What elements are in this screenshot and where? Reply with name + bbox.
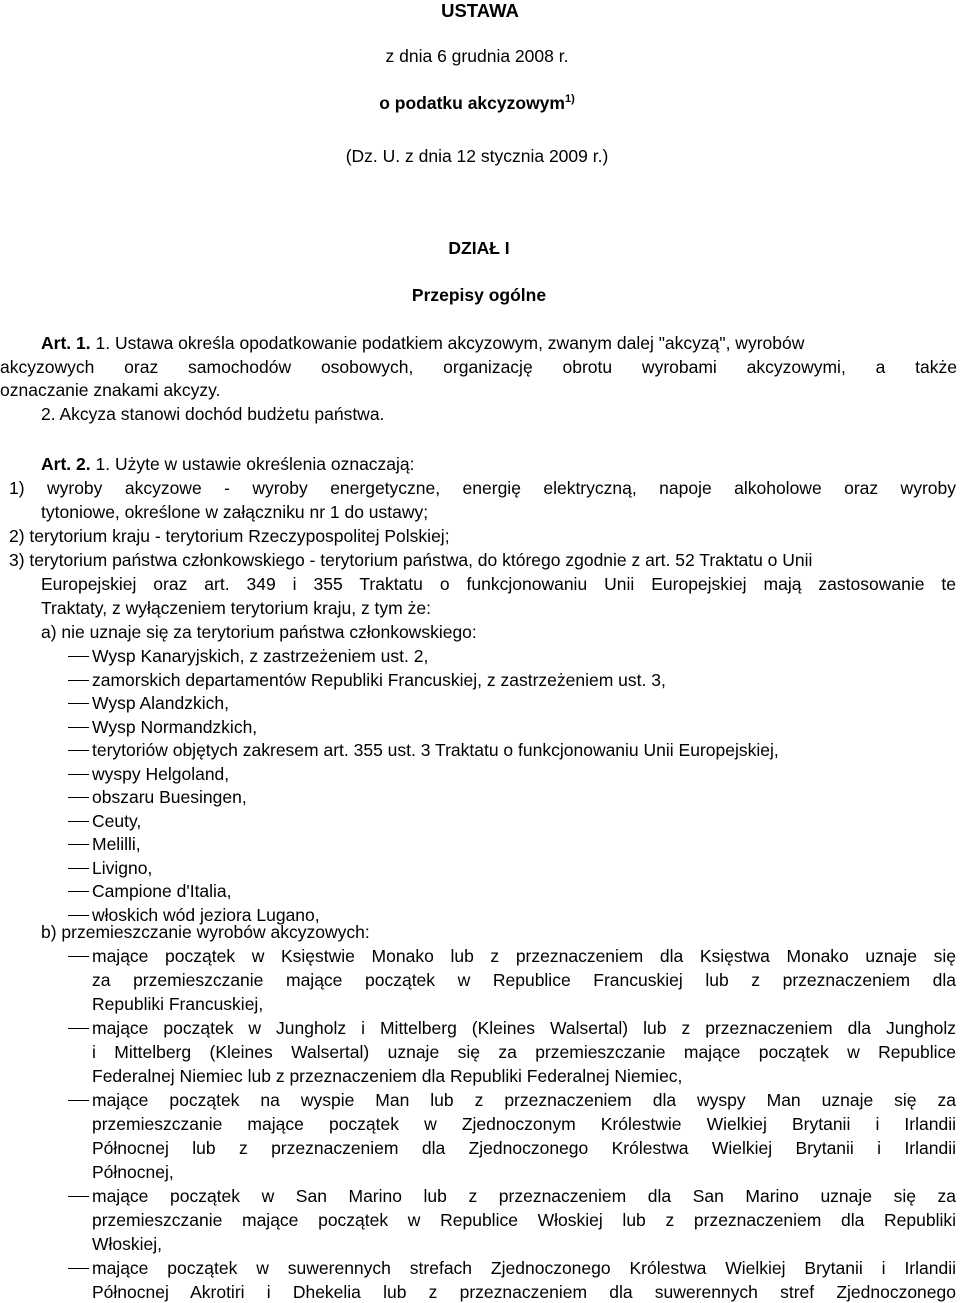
art1-para2: 2. Akcyza stanowi dochód budżetu państwa. (41, 404, 385, 424)
territory-list-item: Wysp Normandzkich, (92, 717, 258, 737)
list-dash (68, 956, 89, 957)
footnote-marker: 1) (564, 93, 575, 105)
list-dash (68, 915, 89, 916)
division-heading: DZIAŁ I (448, 238, 510, 258)
list-dash (68, 680, 89, 681)
sublist-b-line: mające początek w suwerennych strefach Zjednoczonego Królestwa Wielkiej Brytanii i Irlandii (92, 1258, 956, 1278)
sublist-b-line: za przemieszczanie mające początek w Republice Francuskiej lub z przeznaczeniem dla (92, 970, 956, 990)
sublist-b-line: Republiki Francuskiej, (92, 994, 264, 1014)
territory-list-item: zamorskich departamentów Republiki Francuskiej, z zastrzeżeniem ust. 3, (92, 670, 666, 690)
list-dash (68, 656, 89, 657)
list-dash (68, 703, 89, 704)
sublist-b-line: i Mittelberg (Kleines Walsertal) uznaje się za przemieszczanie mające początek w Republice (92, 1042, 956, 1062)
sublist-a-heading: a) nie uznaje się za terytorium państwa członkowskiego: (41, 622, 477, 642)
list-dash (68, 1196, 89, 1197)
list-dash (68, 844, 89, 845)
sublist-b-line: Północnej lub z przeznaczeniem dla Zjednoczonego Królestwa Wielkiej Brytanii i Irlandii (92, 1138, 956, 1158)
sublist-b-heading: b) przemieszczanie wyrobów akcyzowych: (41, 922, 370, 942)
list-dash (68, 1100, 89, 1101)
list-dash (68, 1268, 89, 1269)
territory-list-item: Melilli, (92, 834, 141, 854)
sublist-b-line: przemieszczanie mające początek w Zjednoczonym Królestwie Wielkiej Brytanii i Irlandii (92, 1114, 956, 1134)
list-dash (68, 891, 89, 892)
art1-para1-number: 1. (95, 333, 111, 353)
territory-list-item: Wysp Alandzkich, (92, 693, 229, 713)
art2-item2: 2) terytorium kraju - terytorium Rzeczypospolitej Polskiej; (9, 526, 450, 546)
art2-item1-line: 1) wyroby akcyzowe - wyroby energetyczne, energię elektryczną, napoje alkoholowe oraz wyroby (9, 478, 956, 498)
art2-intro: 1. Użyte w ustawie określenia oznaczają: (95, 454, 415, 474)
art2-item3-line: Europejskiej oraz art. 349 i 355 Traktatu o funkcjonowaniu Unii Europejskiej mają zastosowanie te (41, 574, 956, 594)
list-dash (68, 797, 89, 798)
territory-list-item: Wysp Kanaryjskich, z zastrzeżeniem ust. 2, (92, 646, 429, 666)
sublist-b-line: Północnej, (92, 1162, 174, 1182)
art2-first-line (41, 454, 415, 475)
sublist-b-line: mające początek na wyspie Man lub z przeznaczeniem dla wyspy Man uznaje się za (92, 1090, 956, 1110)
list-dash (68, 1028, 89, 1029)
publication-reference: (Dz. U. z dnia 12 stycznia 2009 r.) (345, 146, 609, 166)
act-type-heading: USTAWA (441, 0, 519, 21)
list-dash (68, 821, 89, 822)
act-title (0, 93, 957, 114)
art1-para1-start: Ustawa określa opodatkowanie podatkiem akcyzowym, zwanym dalej "akcyzą", wyrobów (114, 333, 805, 353)
art1-label: Art. 1. (41, 333, 91, 353)
division-title: Przepisy ogólne (411, 285, 547, 305)
sublist-b-line: mające początek w San Marino lub z przeznaczeniem dla San Marino uznaje się za (92, 1186, 956, 1206)
territory-list-item: włoskich wód jeziora Lugano, (92, 905, 320, 925)
sublist-b-line: mające początek w Księstwie Monako lub z przeznaczeniem dla Księstwa Monako uznaje się (92, 946, 956, 966)
art2-item1-line: tytoniowe, określone w załączniku nr 1 do ustawy; (41, 502, 429, 522)
sublist-b-line: Włoskiej, (92, 1234, 163, 1254)
sublist-b-line: Federalnej Niemiec lub z przeznaczeniem dla Republiki Federalnej Niemiec, (92, 1066, 683, 1086)
list-dash (68, 750, 89, 751)
list-dash (68, 774, 89, 775)
list-dash (68, 727, 89, 728)
art1-first-line (41, 333, 804, 354)
sublist-b-line: mające początek w Jungholz i Mittelberg (Kleines Walsertal) lub z przeznaczeniem dla Jungholz (92, 1018, 956, 1038)
act-title-text: o podatku akcyzowym (379, 93, 565, 113)
list-dash (68, 868, 89, 869)
art1-line: oznaczanie znakami akcyzy. (0, 380, 221, 400)
sublist-b-line: Północnej Akrotiri i Dhekelia lub z przeznaczeniem dla suwerennych stref Zjednoczonego (92, 1282, 956, 1302)
art2-item3-line: Traktaty, z wyłączeniem terytorium kraju, z tym że: (41, 598, 431, 618)
art1-line: akcyzowych oraz samochodów osobowych, organizację obrotu wyrobami akcyzowymi, a także (0, 357, 957, 377)
act-date: z dnia 6 grudnia 2008 r. (385, 46, 569, 66)
territory-list-item: terytoriów objętych zakresem art. 355 ust. 3 Traktatu o funkcjonowaniu Unii Europejskiej, (92, 740, 779, 760)
territory-list-item: Campione d'Italia, (92, 881, 232, 901)
territory-list-item: Livigno, (92, 858, 153, 878)
art2-label: Art. 2. (41, 454, 91, 474)
sublist-b-line: przemieszczanie mające początek w Republice Włoskiej lub z przeznaczeniem dla Republiki (92, 1210, 956, 1230)
territory-list-item: Ceuty, (92, 811, 142, 831)
territory-list-item: obszaru Buesingen, (92, 787, 247, 807)
art2-item3-line: 3) terytorium państwa członkowskiego - terytorium państwa, do którego zgodnie z art. 52 Traktatu o Unii (9, 550, 813, 570)
territory-list-item: wyspy Helgoland, (92, 764, 230, 784)
